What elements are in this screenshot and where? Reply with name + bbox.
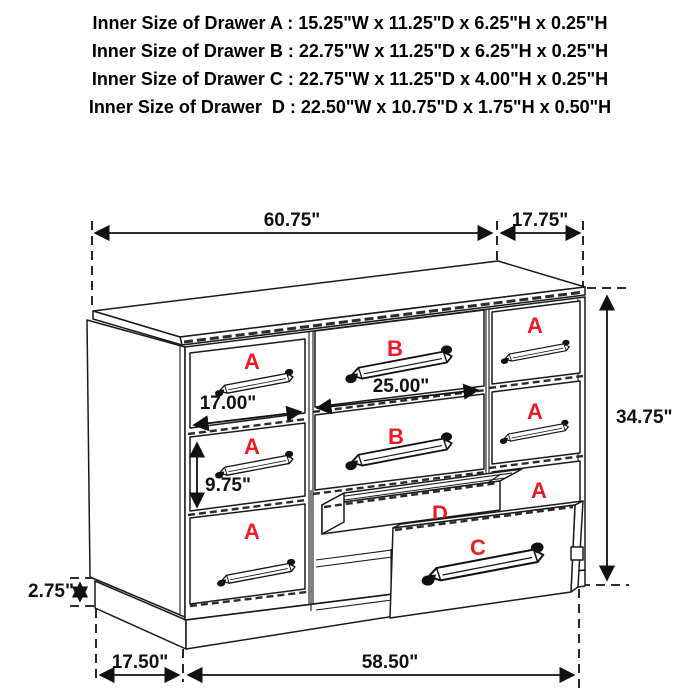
spec-line-drawer-c: Inner Size of Drawer C : 22.75"W x 11.25"D x 4.00"H x 0.25"H: [91, 69, 609, 89]
spec-line-drawer-a: Inner Size of Drawer A : 15.25"W x 11.25"D x 6.25"H x 0.25"H: [92, 13, 608, 33]
dim-drawer-b-width-label: 25.00": [372, 376, 430, 397]
drawer-b2-label: B: [388, 424, 404, 449]
dim-base-width-label: 58.50": [361, 652, 419, 673]
drawer-c-slide-tab: [571, 547, 583, 560]
drawer-a2-label: A: [244, 434, 260, 459]
dim-drawer-a-height-label: 9.75": [205, 475, 251, 496]
spec-line-drawer-d: Inner Size of Drawer D : 22.50"W x 10.75"D x 1.75"H x 0.50"H: [88, 97, 612, 117]
drawer-b1-label: B: [387, 336, 403, 361]
drawer-a6-label: A: [531, 478, 547, 503]
drawer-a1-label: A: [244, 349, 260, 374]
dim-overall-depth-label: 17.75": [511, 210, 569, 231]
cabinet-left-side-panel: [87, 320, 185, 617]
drawer-a3-label: A: [244, 519, 260, 544]
dim-overall-height-label: 34.75": [616, 407, 673, 428]
dim-overall-width-label: 60.75": [263, 210, 321, 231]
dim-drawer-a-width-label: 17.00": [199, 393, 257, 414]
drawer-a4-label: A: [527, 313, 543, 338]
tray-d-label: D: [432, 501, 448, 526]
drawer-a5-label: A: [527, 399, 543, 424]
left-drawer-column: [188, 339, 307, 606]
drawer-c-label: C: [470, 535, 486, 560]
dim-base-depth-label: 17.50": [111, 652, 169, 673]
spec-line-drawer-b: Inner Size of Drawer B : 22.75"W x 11.25"D x 6.25"H x 0.25"H: [91, 41, 609, 61]
dim-base-height-label: 2.75": [28, 581, 74, 602]
